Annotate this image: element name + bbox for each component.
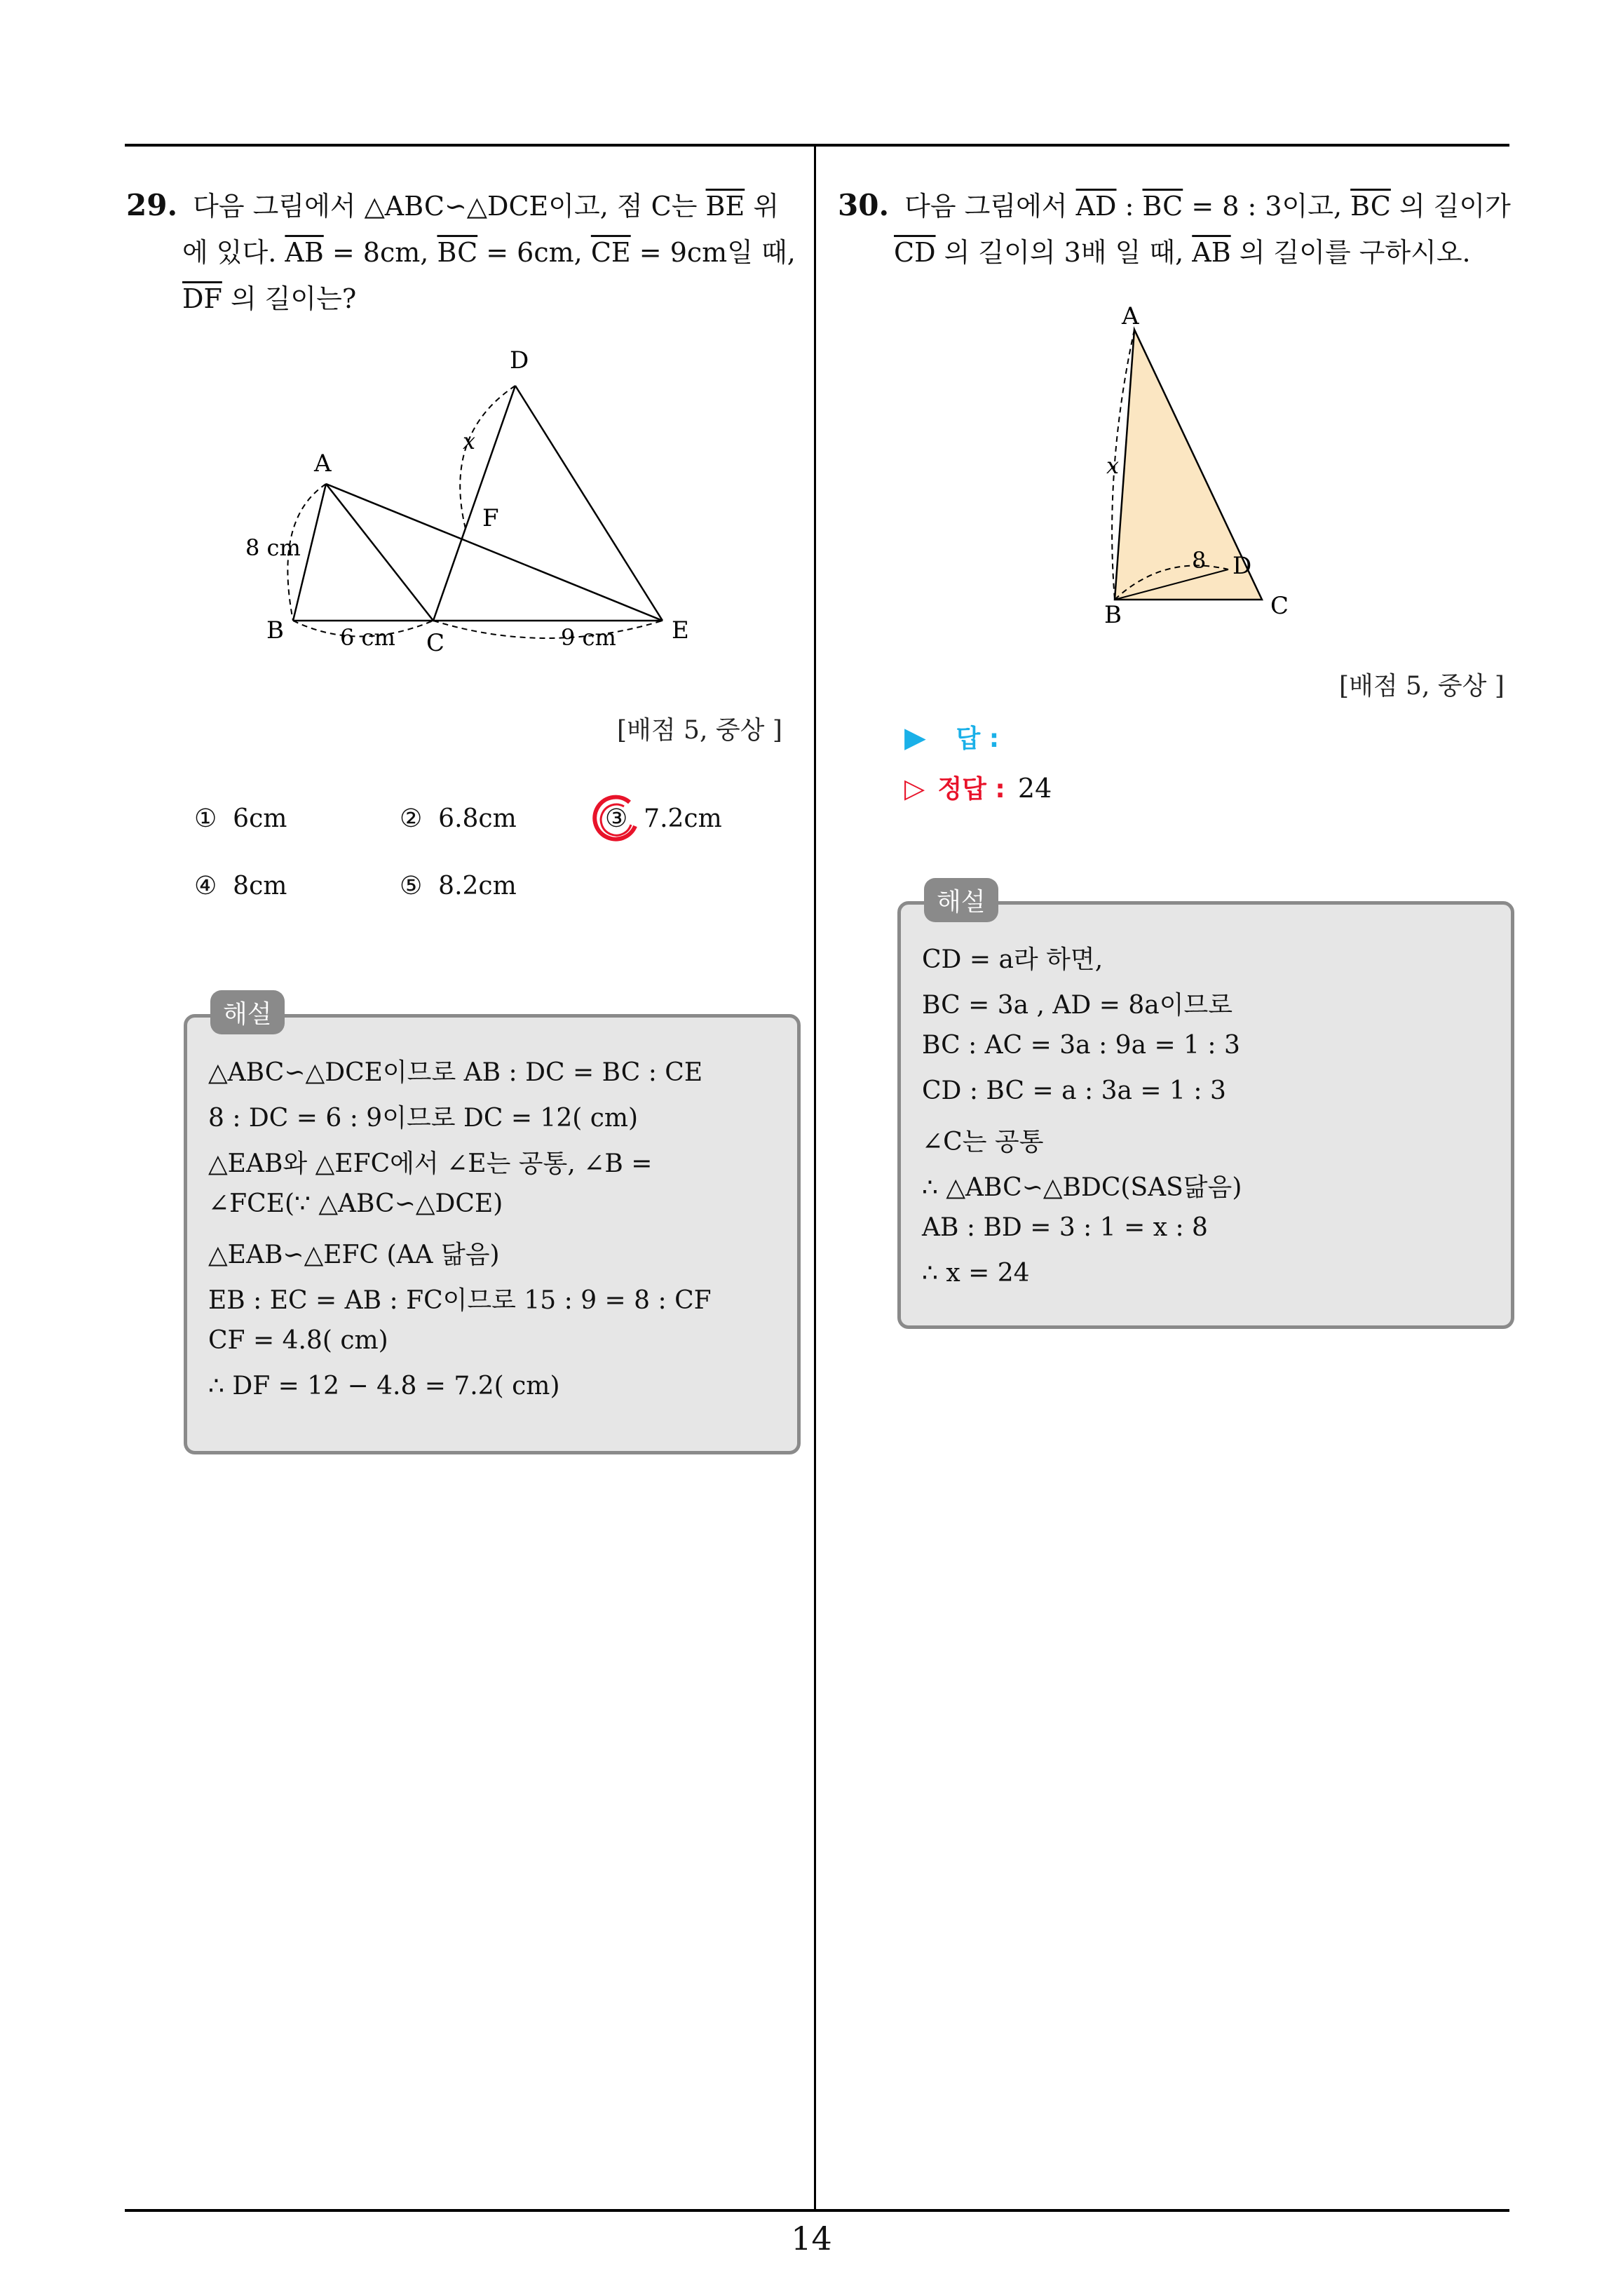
solution-line: △EAB와 △EFC에서 ∠E는 공통, ∠B = — [208, 1149, 653, 1178]
label-B: B — [266, 616, 284, 644]
bottom-rule — [125, 2209, 1509, 2212]
correct-label: 정답 : — [937, 775, 1005, 804]
solution-line: ∴ x = 24 — [922, 1259, 1030, 1288]
solution-line: 8 : DC = 6 : 9이므로 DC = 12( cm) — [208, 1104, 639, 1133]
choice-1[interactable]: ① 6cm — [194, 804, 287, 833]
q29-meta: [배점 5, 중상 ] — [617, 716, 782, 745]
q30-figure — [1104, 295, 1332, 631]
play-icon: ▶ — [904, 722, 926, 754]
solution-line: △EAB∽△EFC (AA 닮음) — [208, 1241, 500, 1269]
solution-line: CD : BC = a : 3a = 1 : 3 — [922, 1076, 1226, 1105]
question-29 — [126, 182, 799, 322]
q30-solution-tab: 해설 — [924, 878, 998, 922]
label-x: x — [1106, 452, 1120, 479]
label-ce: 9 cm — [561, 624, 616, 651]
solution-line: CD = a라 하면, — [922, 945, 1103, 974]
question-number: 29. — [126, 188, 178, 222]
question-30 — [838, 182, 1511, 276]
question-29-text: 29. 다음 그림에서 △ABC∽△DCE이고, 점 C는 $\overline{BE}$ 위 에 있다. $\overline{AB} = 8cm$, $\overline{BC} = 6cm$, $\overline{CE} = 9cm$일 때, $\overline{DF}$ 의 길이는? — [126, 188, 796, 314]
q30-meta: [배점 5, 중상 ] — [1339, 672, 1505, 701]
label-C: C — [1270, 592, 1289, 620]
label-C: C — [426, 629, 445, 657]
solution-line: EB : EC = AB : FC이므로 15 : 9 = 8 : CF — [208, 1286, 712, 1315]
column-divider — [814, 144, 816, 2211]
q30-answer-row — [904, 719, 999, 755]
answer-circle-icon — [589, 792, 645, 849]
label-D: D — [1232, 552, 1252, 580]
answer-label: 답 : — [956, 724, 1000, 753]
solution-line: △ABC∽△DCE이므로 AB : DC = BC : CE — [208, 1058, 703, 1087]
q29-solution-box — [184, 1014, 801, 1454]
question-number: 30. — [838, 188, 890, 222]
solution-line: AB : BD = 3 : 1 = x : 8 — [922, 1213, 1208, 1242]
q30-solution-box — [897, 901, 1514, 1329]
choice-4[interactable]: ④ 8cm — [194, 872, 287, 900]
solution-line: ∠C는 공통 — [922, 1128, 1044, 1156]
choice-2[interactable]: ② 6.8cm — [400, 804, 517, 833]
label-F: F — [482, 504, 499, 532]
page-number: 14 — [791, 2220, 832, 2257]
label-x: x — [463, 428, 476, 454]
solution-line: ∴ △ABC∽△BDC(SAS닮음) — [922, 1173, 1242, 1202]
solution-line: BC = 3a , AD = 8a이므로 — [922, 991, 1233, 1020]
choice-3[interactable]: ③ 7.2cm — [605, 804, 722, 833]
label-A: A — [1122, 302, 1139, 330]
solution-line: CF = 4.8( cm) — [208, 1326, 388, 1355]
choice-5[interactable]: ⑤ 8.2cm — [400, 872, 517, 900]
solution-line: ∴ DF = 12 − 4.8 = 7.2( cm) — [208, 1372, 560, 1400]
label-A: A — [314, 450, 332, 478]
q29-figure — [231, 337, 764, 673]
label-B: B — [1104, 601, 1122, 629]
label-D: D — [510, 346, 529, 374]
top-rule — [125, 144, 1509, 147]
q30-correct-row — [904, 769, 1052, 805]
question-30-text: 30. 다음 그림에서 $\overline{AD}$ : $\overline{BC} = 8$ : 3이고, $\overline{BC}$ 의 길이가 $\overline{CD}$ 의 길이의 3배 일 때, $\overline{AB}$ 의 길이를 구하시오. — [838, 188, 1511, 268]
q29-solution-tab: 해설 — [210, 990, 285, 1034]
solution-line: BC : AC = 3a : 9a = 1 : 3 — [922, 1031, 1240, 1060]
label-bd: 8 — [1192, 547, 1207, 574]
label-bc: 6 cm — [340, 624, 395, 651]
label-ab: 8 cm — [245, 534, 301, 561]
play-outline-icon: ▷ — [904, 773, 925, 804]
label-E: E — [672, 616, 689, 644]
correct-value: 24 — [1017, 773, 1052, 804]
solution-line: ∠FCE(∵ △ABC∽△DCE) — [208, 1189, 503, 1218]
